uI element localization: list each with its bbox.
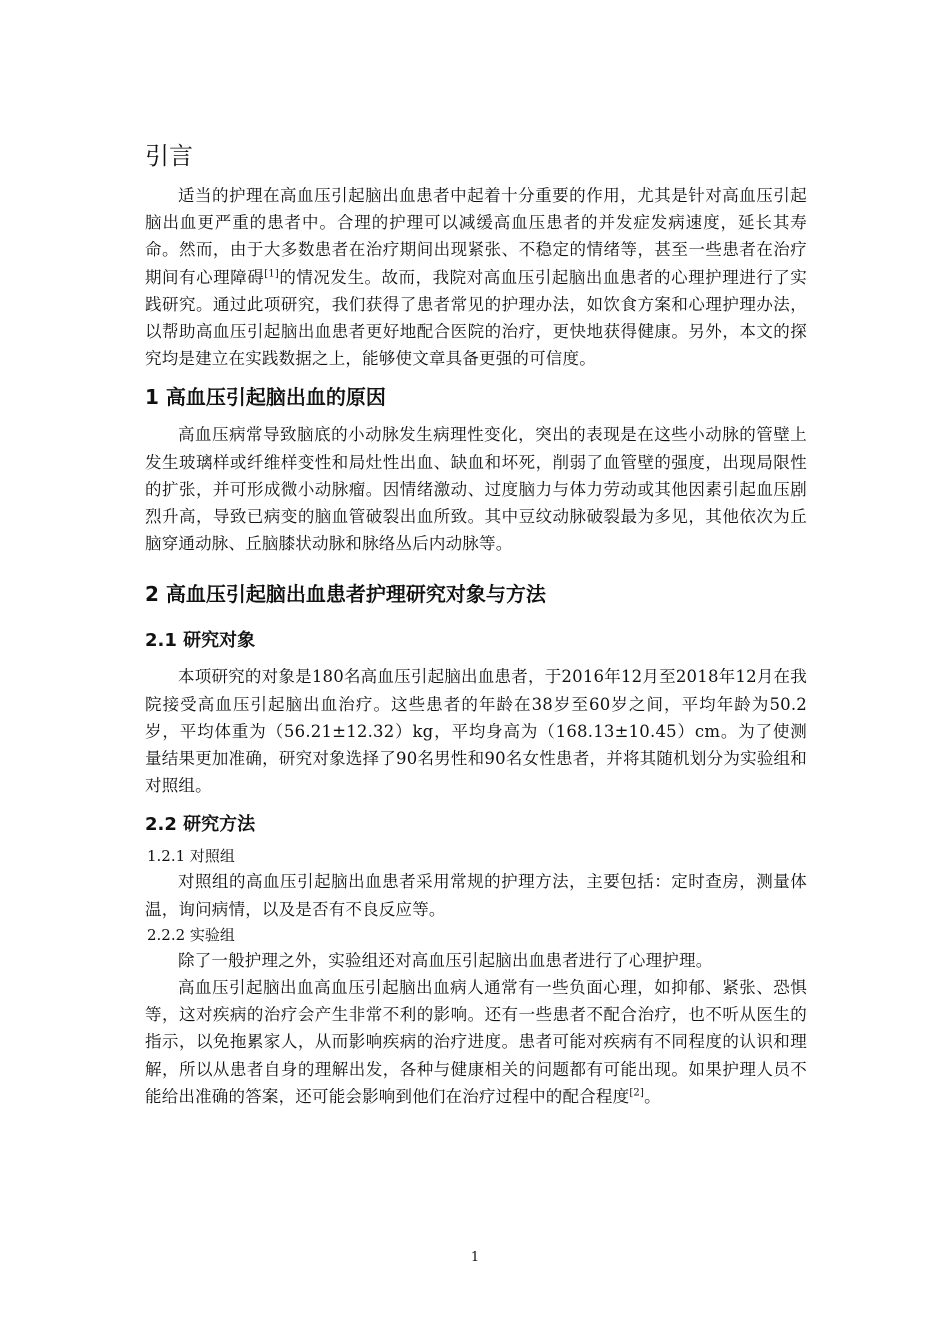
- experiment-text-1: 高血压引起脑出血高血压引起脑出血病人通常有一些负面心理，如抑郁、紧张、恐惧等，这对疾病的治疗会产生非常不利的影响。还有一些患者不配合治疗，也不听从医生的指示，以免拖累家人，从而影响疾病的治疗进度。患者可能对疾病有不同程度的认识和理解，所以从患者自身的理解出发，各种与健康相关的问题都有可能出现。如果护理人员不能给出准确的答案，还可能会影响到他们在治疗过程中的配合程度: [145, 978, 807, 1106]
- intro-text-1: 适当的护理在高血压引起脑出血患者中起着十分重要的作用，尤其是针对高血压引起脑出血更严重的患者中。合理的护理可以减缓高血压患者的并发症发病速度，延长其寿命。然而，由于大多数患者在治疗期间出现紧张、不稳定的情绪等，甚至一些患者在治疗期间有心理障碍: [145, 186, 807, 287]
- control-group-paragraph: 对照组的高血压引起脑出血患者采用常规的护理方法，主要包括：定时查房，测量体温，询问病情，以及是否有不良反应等。: [145, 872, 807, 919]
- experiment-text-2: 。: [644, 1086, 661, 1106]
- intro-paragraph: [145, 182, 807, 372]
- section2-heading: 2 高血压引起脑出血患者护理研究对象与方法: [145, 582, 546, 607]
- experiment-group-paragraph-2: [145, 974, 807, 1110]
- citation-ref-1: [1]: [264, 268, 279, 280]
- intro-text-2: 的情况发生。故而，我院对高血压引起脑出血患者的心理护理进行了实践研究。通过此项研究，我们获得了患者常见的护理办法，如饮食方案和心理护理办法，以帮助高血压引起脑出血患者更好地配合医院的治疗，更快地获得健康。另外，本文的探究均是建立在实践数据之上，能够使文章具备更强的可信度。: [145, 267, 807, 369]
- page-number: 1: [470, 1250, 480, 1265]
- citation-ref-2: [2]: [629, 1087, 645, 1099]
- subsection-2-1-heading: 2.1 研究对象: [145, 630, 256, 652]
- experiment-group-paragraph-1: 除了一般护理之外，实验组还对高血压引起脑出血患者进行了心理护理。: [178, 950, 713, 970]
- subsection-2-1-paragraph: 本项研究的对象是180名高血压引起脑出血患者，于2016年12月至2018年12月在我院接受高血压引起脑出血治疗。这些患者的年龄在38岁至60岁之间，平均年龄为50.2岁，平均体重为（56.21±12.32）kg，平均身高为（168.13±10.45）cm。为了使测量结果更加准确，研究对象选择了90名男性和90名女性患者，并将其随机划分为实验组和对照组。: [145, 667, 807, 796]
- section1-heading: 1 高血压引起脑出血的原因: [145, 385, 386, 410]
- experiment-group-heading: 2.2.2 实验组: [147, 925, 235, 944]
- intro-heading: 引言: [145, 142, 193, 170]
- control-group-heading: 1.2.1 对照组: [147, 847, 235, 866]
- subsection-2-2-heading: 2.2 研究方法: [145, 814, 256, 836]
- document-body: [145, 138, 807, 1110]
- section1-paragraph: 高血压病常导致脑底的小动脉发生病理性变化，突出的表现是在这些小动脉的管壁上发生玻璃样或纤维样变性和局灶性出血、缺血和坏死，削弱了血管壁的强度，出现局限性的扩张，并可形成微小动脉瘤。因情绪激动、过度脑力与体力劳动或其他因素引起血压剧烈升高，导致已病变的脑血管破裂出血所致。其中豆纹动脉破裂最为多见，其他依次为丘脑穿通动脉、丘脑膝状动脉和脉络丛后内动脉等。: [145, 425, 807, 554]
